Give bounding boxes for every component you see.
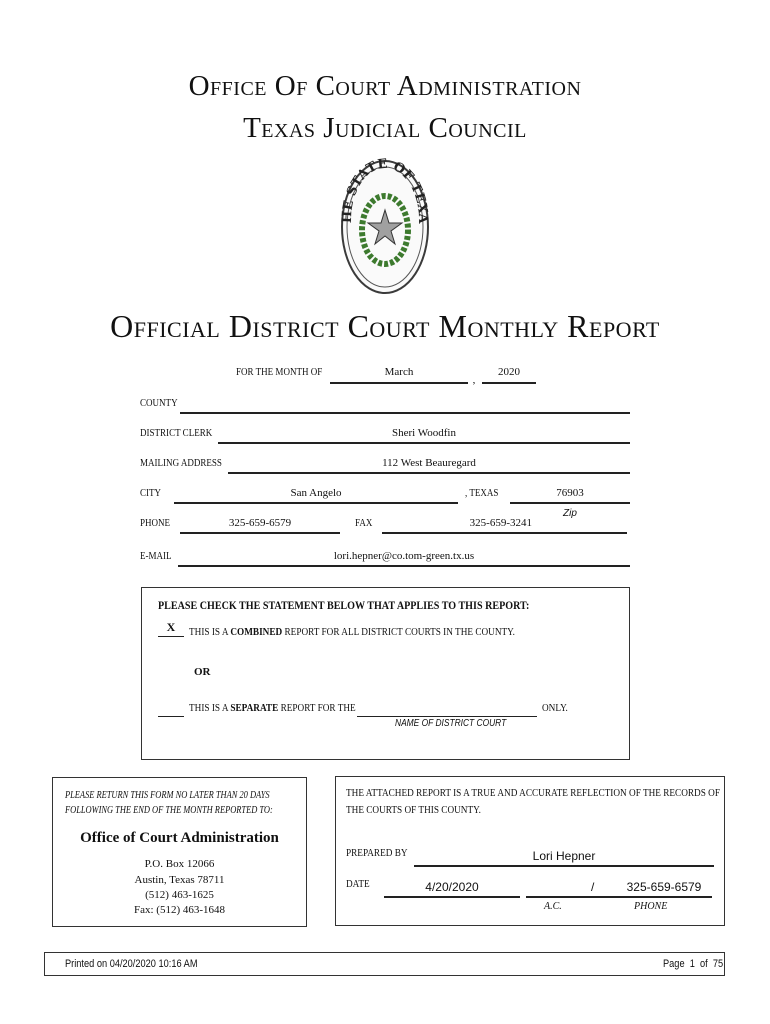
report-title: Official District Court Monthly Report: [110, 308, 660, 344]
return-instruction-2: FOLLOWING THE END OF THE MONTH REPORTED TO:: [65, 805, 273, 816]
report-type-heading: PLEASE CHECK THE STATEMENT BELOW THAT APPLIES TO THIS REPORT:: [158, 598, 530, 612]
state-of-texas-seal-icon: [340, 158, 430, 296]
oca-fax: Fax: (512) 463-1648: [133, 904, 226, 916]
combined-checkbox[interactable]: X: [166, 620, 176, 634]
district-clerk-field[interactable]: Sheri Woodfin: [392, 427, 456, 439]
fax-label: FAX: [355, 517, 373, 529]
phone-label: PHONE: [140, 517, 171, 529]
area-code-caption: A.C.: [544, 901, 562, 912]
court-name-caption: NAME OF DISTRICT COURT: [395, 718, 507, 729]
attestation-line-1: THE ATTACHED REPORT IS A TRUE AND ACCURATE REFLECTION OF THE RECORDS OF: [346, 787, 720, 799]
mailing-address-field[interactable]: 112 West Beauregard: [382, 457, 476, 469]
or-label: OR: [194, 666, 211, 678]
county-label: COUNTY: [140, 397, 178, 409]
printed-timestamp: Printed on 04/20/2020 10:16 AM: [65, 958, 198, 970]
oca-phone: (512) 463-1625: [145, 889, 214, 901]
header-council-title: Texas Judicial Council: [243, 112, 527, 144]
month-label: FOR THE MONTH OF: [236, 366, 323, 378]
prepared-by-field[interactable]: Lori Hepner: [532, 849, 596, 863]
attestation-box: [335, 776, 725, 926]
return-instruction-1: PLEASE RETURN THIS FORM NO LATER THAN 20 DAYS: [65, 790, 270, 801]
email-label: E-MAIL: [140, 550, 172, 562]
oca-city: Austin, Texas 78711: [134, 874, 225, 886]
separate-statement: THIS IS A SEPARATE REPORT FOR THE: [189, 702, 356, 714]
preparer-phone-field[interactable]: 325-659-6579: [626, 880, 702, 894]
attestation-line-2: THE COURTS OF THIS COUNTY.: [346, 804, 481, 816]
oca-name: Office of Court Administration: [80, 830, 279, 846]
month-value[interactable]: March: [384, 366, 414, 378]
city-field[interactable]: San Angelo: [290, 487, 342, 499]
oca-po-box: P.O. Box 12066: [144, 858, 215, 870]
prepared-by-label: PREPARED BY: [346, 847, 408, 859]
zip-caption: Zip: [563, 508, 577, 519]
email-field[interactable]: lori.hepner@co.tom-green.tx.us: [333, 550, 475, 562]
phone-caption: PHONE: [634, 901, 668, 912]
only-label: ONLY.: [542, 702, 568, 714]
seal-text: HE STATE OF TEXA: [340, 158, 430, 224]
date-label: DATE: [346, 878, 370, 890]
phone-slash: /: [591, 880, 595, 894]
header-office-title: Office Of Court Administration: [188, 70, 582, 102]
city-label: CITY: [140, 487, 162, 499]
combined-statement: THIS IS A COMBINED REPORT FOR ALL DISTRICT COURTS IN THE COUNTY.: [189, 626, 515, 638]
return-instructions-box: [52, 777, 307, 927]
mailing-address-label: MAILING ADDRESS: [140, 457, 222, 469]
phone-field[interactable]: 325-659-6579: [228, 517, 292, 529]
page-indicator: Page 1 of 75: [663, 958, 724, 970]
report-type-box: [141, 587, 630, 760]
fax-field[interactable]: 325-659-3241: [469, 517, 532, 529]
page-footer: [44, 952, 725, 976]
zip-field[interactable]: 76903: [556, 487, 584, 499]
state-label: , TEXAS: [465, 487, 499, 499]
date-field[interactable]: 4/20/2020: [425, 880, 479, 894]
district-clerk-label: DISTRICT CLERK: [140, 427, 213, 439]
year-value[interactable]: 2020: [498, 366, 520, 378]
